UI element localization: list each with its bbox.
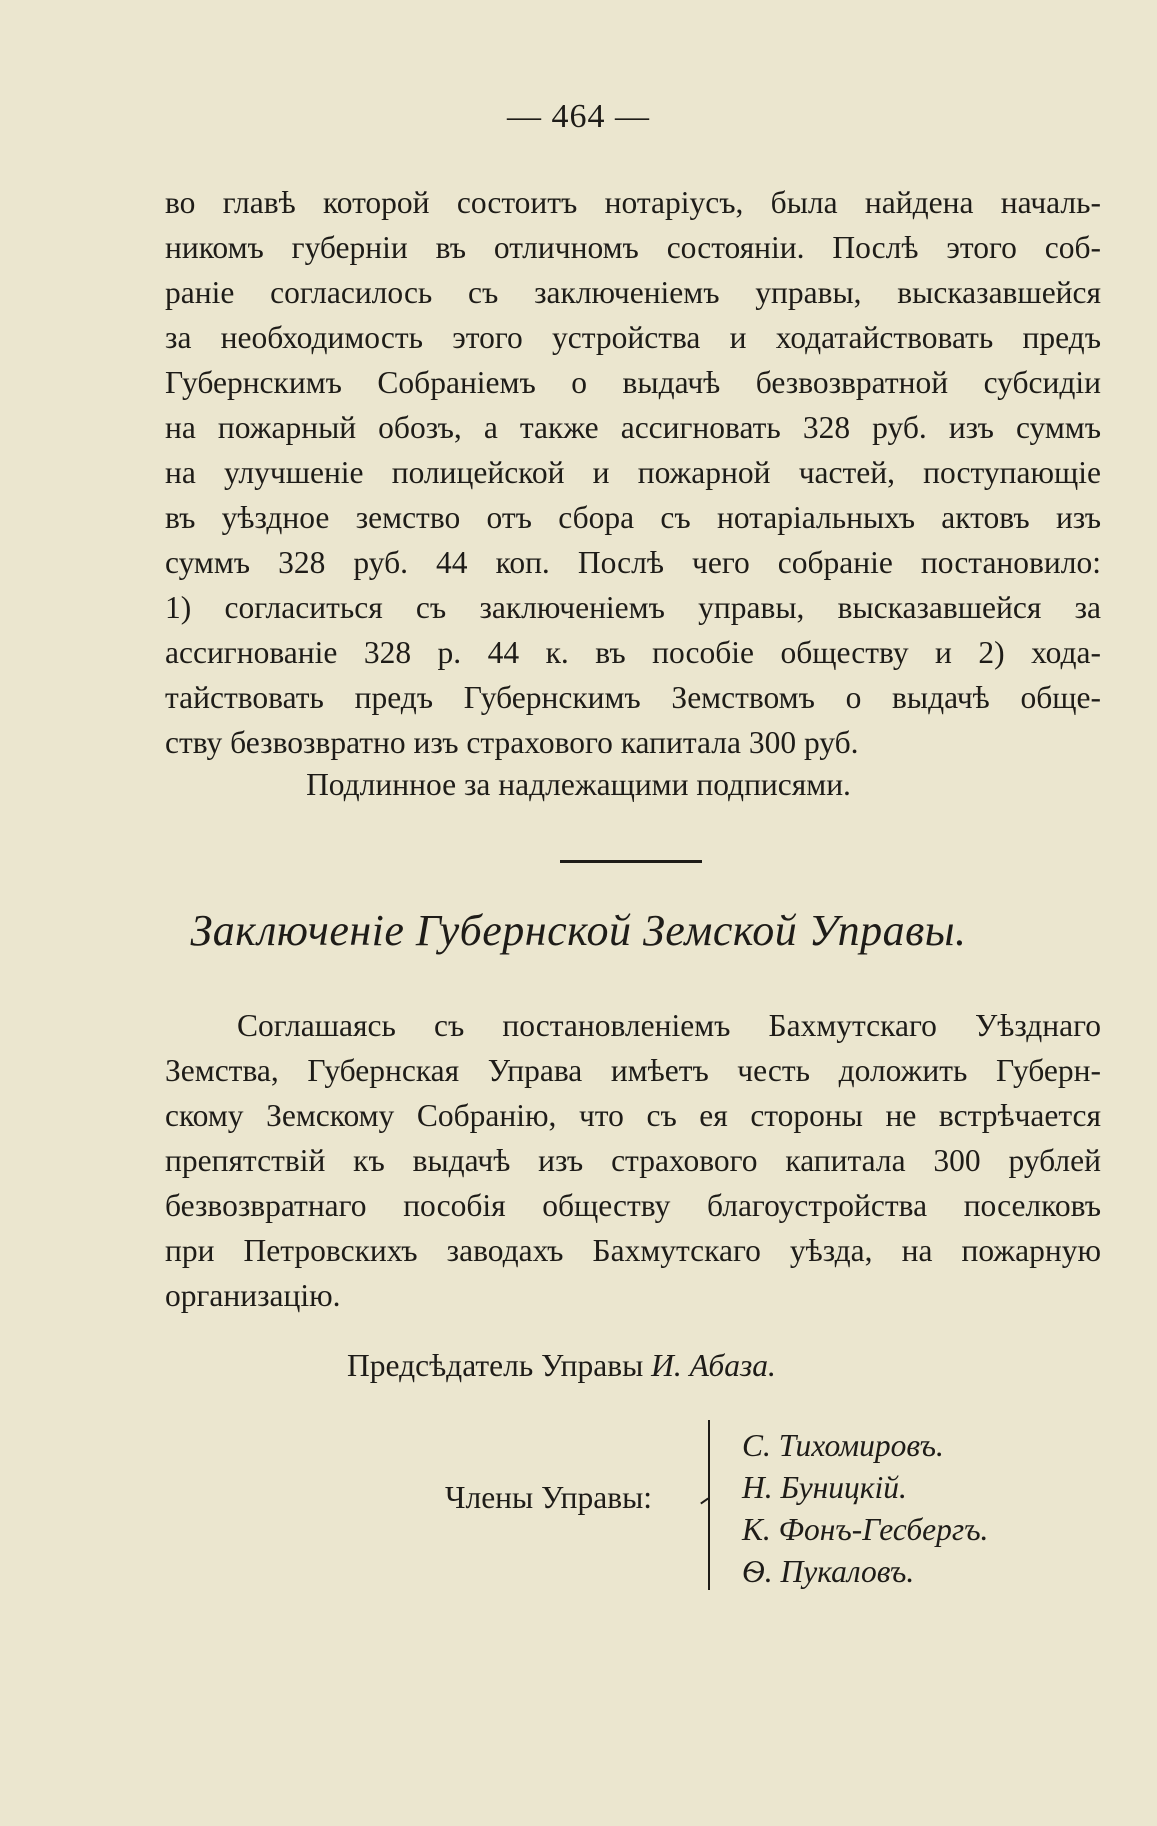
- text-line: на пожарный обозъ, а также ассигновать 328 руб. изъ суммъ: [165, 410, 1101, 445]
- text-line: въ уѣздное земство отъ сбора съ нотаріальныхъ актовъ изъ: [165, 500, 1101, 535]
- section-divider: [560, 860, 702, 863]
- text-line: ассигнованіе 328 р. 44 к. въ пособіе обществу и 2) хода-: [165, 635, 1101, 670]
- text-line: Губернскимъ Собраніемъ о выдачѣ безвозвратной субсидіи: [165, 365, 1101, 400]
- text-line: 1) согласиться съ заключеніемъ управы, высказавшейся за: [165, 590, 1101, 625]
- member-name: Н. Буницкій.: [742, 1470, 907, 1505]
- text-line: Соглашаясь съ постановленіемъ Бахмутскаго Уѣзднаго: [237, 1008, 1101, 1043]
- text-line: тайствовать предъ Губернскимъ Земствомъ о выдачѣ обще-: [165, 680, 1101, 715]
- text-line: за необходимость этого устройства и ходатайствовать предъ: [165, 320, 1101, 355]
- text-line: организацію.: [165, 1278, 341, 1313]
- members-brace: [708, 1420, 710, 1590]
- text-line: скому Земскому Собранію, что съ ея стороны не встрѣчается: [165, 1098, 1101, 1133]
- member-name: Ѳ. Пукаловъ.: [742, 1554, 915, 1589]
- text-line: при Петровскихъ заводахъ Бахмутскаго уѣзда, на пожарную: [165, 1233, 1101, 1268]
- text-line: никомъ губерніи въ отличномъ состояніи. Послѣ этого соб-: [165, 230, 1101, 265]
- chairman-title: Предсѣдатель Управы: [347, 1348, 644, 1383]
- members-label: Члены Управы:: [445, 1480, 652, 1515]
- member-name: С. Тихомировъ.: [742, 1428, 944, 1463]
- member-name: К. Фонъ-Гесбергъ.: [742, 1512, 989, 1547]
- text-line: безвозвратнаго пособія обществу благоустройства поселковъ: [165, 1188, 1101, 1223]
- text-line: на улучшеніе полицейской и пожарной частей, поступающіе: [165, 455, 1101, 490]
- text-line: препятствій къ выдачѣ изъ страхового капитала 300 рублей: [165, 1143, 1101, 1178]
- signature-note: Подлинное за надлежащими подписями.: [306, 767, 851, 802]
- text-line: Земства, Губернская Управа имѣетъ честь доложить Губерн-: [165, 1053, 1101, 1088]
- chairman-name: И. Абаза.: [651, 1348, 776, 1383]
- text-line: раніе согласилось съ заключеніемъ управы, высказавшейся: [165, 275, 1101, 310]
- paragraph-conclusion: [165, 1003, 1101, 1318]
- text-line: суммъ 328 руб. 44 коп. Послѣ чего собраніе постановило:: [165, 545, 1101, 580]
- paragraph-continuation: [165, 180, 1101, 765]
- section-heading: Заключеніе Губернской Земской Управы.: [190, 906, 967, 955]
- text-line: во главѣ которой состоитъ нотаріусъ, была найдена началь-: [165, 185, 1101, 220]
- text-line: ству безвозвратно изъ страхового капитала 300 руб.: [165, 725, 859, 760]
- members-list: [742, 1425, 988, 1593]
- page-number: — 464 —: [507, 98, 650, 135]
- chairman-signature: [347, 1348, 776, 1384]
